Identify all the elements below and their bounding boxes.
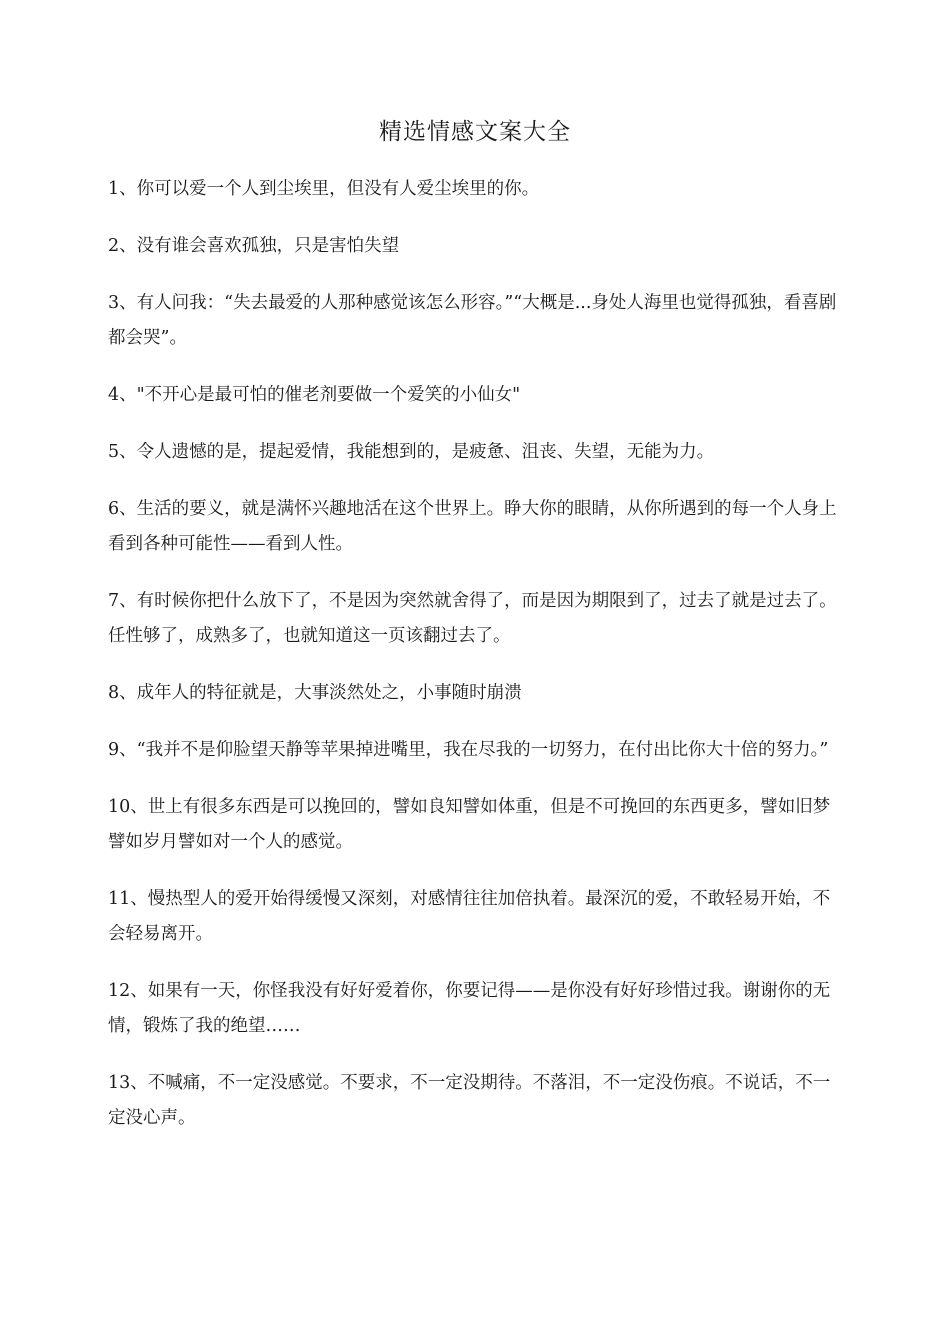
quote-item-3: 3、有人问我：“失去最爱的人那种感觉该怎么形容。”“大概是...身处人海里也觉得孤独，看喜剧都会哭”。 (108, 293, 837, 348)
quote-item-7: 7、有时候你把什么放下了，不是因为突然就舍得了，而是因为期限到了，过去了就是过去了。任性够了，成熟多了，也就知道这一页该翻过去了。 (108, 591, 837, 646)
quote-item-12: 12、如果有一天，你怪我没有好好爱着你，你要记得——是你没有好好珍惜过我。谢谢你的无情，锻炼了我的绝望…… (108, 981, 831, 1036)
document-title: 精选情感文案大全 (379, 119, 571, 145)
quote-item-6: 6、生活的要义，就是满怀兴趣地活在这个世界上。睁大你的眼睛，从你所遇到的每一个人身上看到各种可能性——看到人性。 (108, 499, 837, 554)
quote-item-11: 11、慢热型人的爱开始得缓慢又深刻，对感情往往加倍执着。最深沉的爱，不敢轻易开始，不会轻易离开。 (108, 889, 831, 944)
quote-list (108, 172, 846, 1158)
quote-item-13: 13、不喊痛，不一定没感觉。不要求，不一定没期待。不落泪，不一定没伤痕。不说话，不一定没心声。 (108, 1073, 831, 1128)
quote-item-10: 10、世上有很多东西是可以挽回的，譬如良知譬如体重，但是不可挽回的东西更多，譬如旧梦譬如岁月譬如对一个人的感觉。 (108, 797, 831, 852)
quote-item-2: 2、没有谁会喜欢孤独，只是害怕失望 (108, 236, 400, 256)
quote-item-8: 8、成年人的特征就是，大事淡然处之，小事随时崩溃 (108, 683, 522, 703)
quote-item-1: 1、你可以爱一个人到尘埃里，但没有人爱尘埃里的你。 (108, 179, 540, 199)
quote-item-5: 5、令人遗憾的是，提起爱情，我能想到的，是疲惫、沮丧、失望，无能为力。 (108, 442, 715, 462)
quote-item-9: 9、“我并不是仰脸望天静等苹果掉进嘴里，我在尽我的一切努力，在付出比你大十倍的努力。” (108, 740, 829, 760)
quote-item-4: 4、"不开心是最可怕的催老剂要做一个爱笑的小仙女" (108, 385, 521, 405)
